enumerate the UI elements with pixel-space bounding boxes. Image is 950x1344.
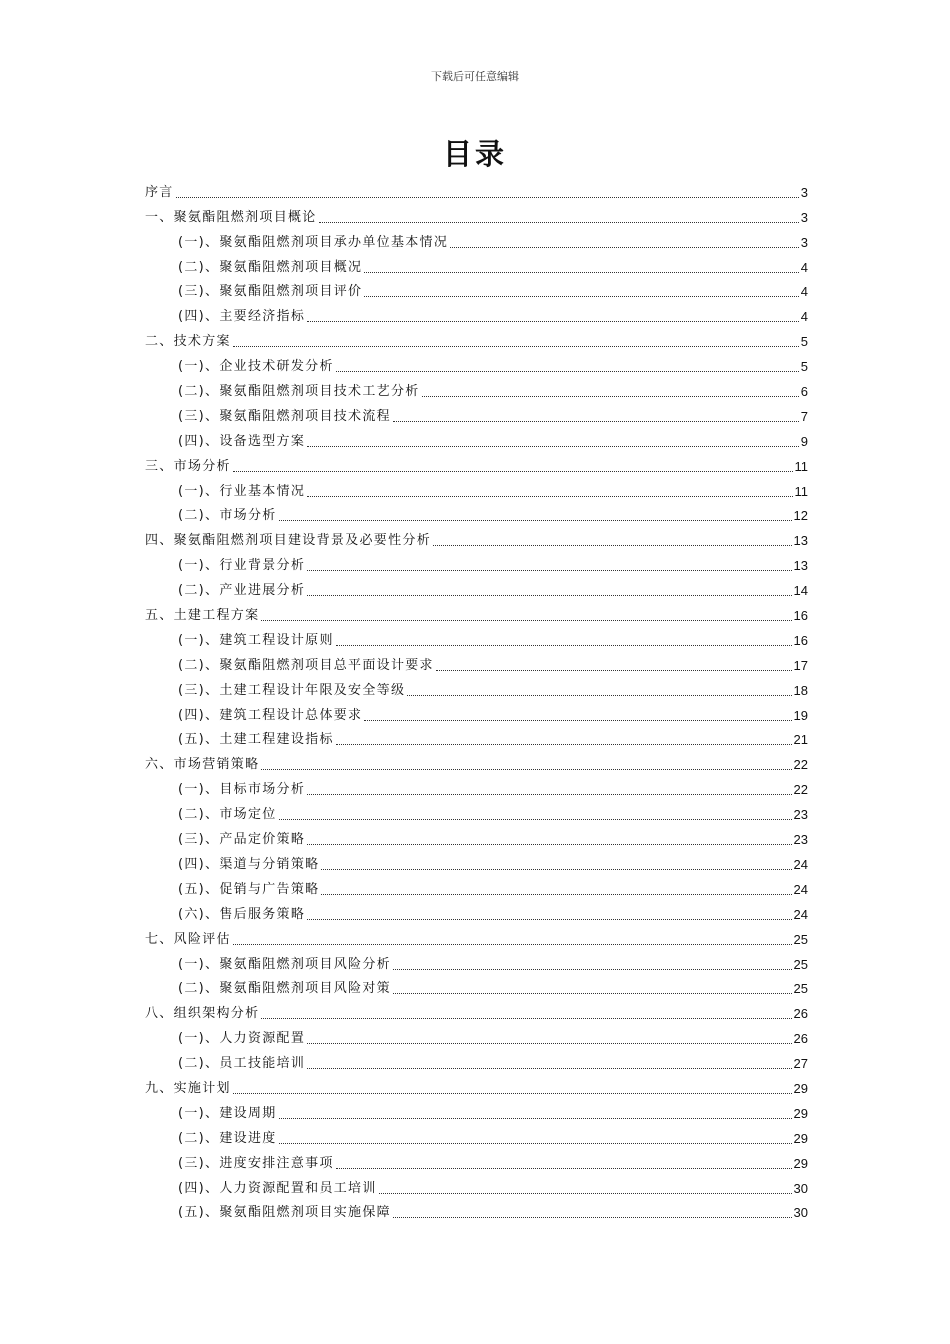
toc-entry-page-number: 3 [800,184,808,200]
toc-entry-label: (一)、聚氨酯阻燃剂项目承办单位基本情况 [178,234,449,250]
toc-entry[interactable] [145,500,808,525]
toc-entry-page-number: 25 [793,931,808,947]
toc-entry[interactable] [145,798,808,823]
toc-entry[interactable] [145,251,808,276]
toc-entry-page-number: 13 [793,533,808,549]
toc-entry[interactable] [145,425,808,450]
toc-leader-dots [393,1216,792,1218]
toc-entry-page-number: 16 [793,608,808,624]
toc-entry-page-number: 6 [800,384,808,400]
toc-entry[interactable] [145,450,808,475]
toc-leader-dots [321,893,791,895]
toc-entry-label: (二)、聚氨酯阻燃剂项目概况 [178,259,363,275]
toc-entry-page-number: 29 [793,1080,808,1096]
toc-leader-dots [364,295,798,297]
toc-entry-page-number: 22 [793,757,808,773]
toc-entry[interactable] [145,1097,808,1122]
toc-entry[interactable] [145,873,808,898]
toc-entry-label: (一)、目标市场分析 [178,782,306,798]
toc-entry-label: 序言 [145,184,174,200]
toc-entry-page-number: 22 [793,782,808,798]
toc-entry-page-number: 9 [800,433,808,449]
toc-leader-dots [307,1067,791,1069]
toc-leader-dots [233,943,792,945]
toc-entry-label: (一)、行业背景分析 [178,558,306,574]
toc-entry[interactable] [145,997,808,1022]
toc-leader-dots [307,320,799,322]
toc-entry[interactable] [145,1022,808,1047]
toc-entry[interactable] [145,624,808,649]
toc-leader-dots [307,1042,791,1044]
toc-entry-label: (三)、产品定价策略 [178,832,306,848]
toc-entry[interactable] [145,276,808,301]
toc-entry-page-number: 24 [793,906,808,922]
toc-entry[interactable] [145,300,808,325]
toc-entry-label: (二)、建设进度 [178,1130,277,1146]
toc-entry-page-number: 29 [793,1155,808,1171]
toc-leader-dots [407,694,791,696]
toc-entry-page-number: 29 [793,1130,808,1146]
toc-entry-label: (一)、建设周期 [178,1105,277,1121]
toc-entry-page-number: 12 [793,508,808,524]
toc-leader-dots [307,594,791,596]
toc-leader-dots [422,395,799,397]
toc-entry-page-number: 26 [793,1006,808,1022]
toc-entry-label: 九、实施计划 [145,1080,231,1096]
toc-entry[interactable] [145,176,808,201]
toc-entry-page-number: 29 [793,1105,808,1121]
toc-leader-dots [307,793,791,795]
toc-entry[interactable] [145,599,808,624]
toc-entry[interactable] [145,226,808,251]
toc-entry[interactable] [145,848,808,873]
toc-leader-dots [307,495,792,497]
toc-entry-label: (四)、设备选型方案 [178,433,306,449]
toc-entry-page-number: 24 [793,881,808,897]
toc-entry[interactable] [145,1147,808,1172]
toc-leader-dots [279,818,792,820]
toc-entry-label: (一)、建筑工程设计原则 [178,632,334,648]
toc-leader-dots [393,420,799,422]
toc-entry-page-number: 13 [793,558,808,574]
toc-entry-page-number: 23 [793,832,808,848]
toc-entry-page-number: 30 [793,1205,808,1221]
toc-leader-dots [279,519,792,521]
toc-entry-label: (四)、主要经济指标 [178,309,306,325]
toc-entry-label: 六、市场营销策略 [145,757,260,773]
toc-entry[interactable] [145,948,808,973]
toc-entry-page-number: 3 [800,209,808,225]
toc-entry-label: (二)、聚氨酯阻燃剂项目风险对策 [178,981,391,997]
toc-leader-dots [364,271,798,273]
toc-entry[interactable] [145,574,808,599]
toc-entry-label: 七、风险评估 [145,931,231,947]
toc-entry-page-number: 23 [793,807,808,823]
toc-entry-page-number: 26 [793,1031,808,1047]
toc-entry[interactable] [145,375,808,400]
toc-entry-label: 一、聚氨酯阻燃剂项目概论 [145,209,317,225]
toc-entry-label: (三)、聚氨酯阻燃剂项目技术流程 [178,408,391,424]
toc-entry-label: (五)、土建工程建设指标 [178,732,334,748]
toc-entry-page-number: 5 [800,359,808,375]
toc-entry[interactable] [145,400,808,425]
toc-entry-page-number: 14 [793,583,808,599]
toc-entry-label: (二)、市场分析 [178,508,277,524]
toc-leader-dots [336,644,792,646]
toc-entry-label: (五)、聚氨酯阻燃剂项目实施保障 [178,1205,391,1221]
toc-entry-label: (二)、市场定位 [178,807,277,823]
toc-entry-label: (四)、渠道与分销策略 [178,856,320,872]
toc-entry[interactable] [145,1197,808,1222]
toc-entry-label: (四)、人力资源配置和员工培训 [178,1180,377,1196]
toc-entry-page-number: 3 [800,234,808,250]
toc-leader-dots [336,370,799,372]
table-of-contents [145,176,808,1221]
toc-entry-label: 二、技术方案 [145,334,231,350]
toc-leader-dots [233,1092,792,1094]
toc-entry-label: (一)、人力资源配置 [178,1031,306,1047]
toc-entry-page-number: 4 [800,284,808,300]
toc-entry-label: (三)、聚氨酯阻燃剂项目评价 [178,284,363,300]
toc-entry[interactable] [145,973,808,998]
toc-entry[interactable] [145,1072,808,1097]
toc-entry-page-number: 4 [800,309,808,325]
toc-entry-page-number: 25 [793,981,808,997]
toc-leader-dots [364,719,791,721]
toc-entry-page-number: 7 [800,408,808,424]
toc-entry[interactable] [145,773,808,798]
toc-leader-dots [307,569,791,571]
toc-leader-dots [307,445,799,447]
toc-entry[interactable] [145,674,808,699]
toc-leader-dots [319,221,799,223]
toc-entry-label: (三)、土建工程设计年限及安全等级 [178,682,406,698]
toc-entry-page-number: 21 [793,732,808,748]
toc-leader-dots [336,1167,792,1169]
toc-entry[interactable] [145,549,808,574]
toc-entry-page-number: 5 [800,334,808,350]
toc-entry-label: (二)、聚氨酯阻燃剂项目总平面设计要求 [178,657,434,673]
toc-entry[interactable] [145,898,808,923]
toc-leader-dots [279,1117,792,1119]
toc-entry-page-number: 4 [800,259,808,275]
toc-entry-page-number: 27 [793,1056,808,1072]
toc-entry-page-number: 24 [793,856,808,872]
toc-leader-dots [233,470,793,472]
toc-leader-dots [450,246,799,248]
toc-leader-dots [379,1192,792,1194]
toc-entry-label: (二)、聚氨酯阻燃剂项目技术工艺分析 [178,384,420,400]
toc-entry[interactable] [145,350,808,375]
toc-entry[interactable] [145,1122,808,1147]
toc-entry[interactable] [145,475,808,500]
toc-entry-label: 八、组织架构分析 [145,1006,260,1022]
toc-entry[interactable] [145,724,808,749]
toc-entry-label: 五、土建工程方案 [145,608,260,624]
toc-entry-page-number: 11 [794,458,808,474]
toc-entry[interactable] [145,823,808,848]
toc-entry[interactable] [145,1172,808,1197]
toc-entry[interactable] [145,325,808,350]
toc-entry-label: (五)、促销与广告策略 [178,881,320,897]
toc-entry-page-number: 18 [793,682,808,698]
toc-leader-dots [433,544,792,546]
toc-leader-dots [261,768,791,770]
toc-leader-dots [261,1017,791,1019]
toc-entry[interactable] [145,923,808,948]
toc-entry-page-number: 30 [793,1180,808,1196]
toc-entry[interactable] [145,201,808,226]
toc-leader-dots [393,992,792,994]
toc-entry-page-number: 25 [793,956,808,972]
toc-entry-label: (一)、企业技术研发分析 [178,359,334,375]
toc-entry-label: (一)、行业基本情况 [178,483,306,499]
toc-leader-dots [436,669,792,671]
toc-leader-dots [176,196,799,198]
toc-entry-label: (二)、员工技能培训 [178,1056,306,1072]
toc-entry-page-number: 17 [793,657,808,673]
toc-leader-dots [393,968,792,970]
toc-entry-label: (二)、产业进展分析 [178,583,306,599]
toc-entry[interactable] [145,524,808,549]
toc-entry[interactable] [145,1047,808,1072]
toc-leader-dots [233,345,799,347]
toc-entry-label: (六)、售后服务策略 [178,906,306,922]
toc-entry-label: (四)、建筑工程设计总体要求 [178,707,363,723]
toc-leader-dots [321,868,791,870]
toc-entry[interactable] [145,699,808,724]
toc-leader-dots [307,843,791,845]
toc-leader-dots [336,743,792,745]
toc-entry-page-number: 19 [793,707,808,723]
toc-leader-dots [307,918,791,920]
toc-entry-page-number: 16 [793,632,808,648]
toc-entry-page-number: 11 [794,483,808,499]
page-title: 目录 [442,137,507,171]
toc-leader-dots [261,619,791,621]
toc-entry[interactable] [145,748,808,773]
toc-entry[interactable] [145,649,808,674]
toc-leader-dots [279,1142,792,1144]
toc-entry-label: (一)、聚氨酯阻燃剂项目风险分析 [178,956,391,972]
toc-entry-label: (三)、进度安排注意事项 [178,1155,334,1171]
toc-entry-label: 三、市场分析 [145,458,231,474]
toc-entry-label: 四、聚氨酯阻燃剂项目建设背景及必要性分析 [145,533,432,549]
header-note: 下载后可任意编辑 [431,70,519,83]
